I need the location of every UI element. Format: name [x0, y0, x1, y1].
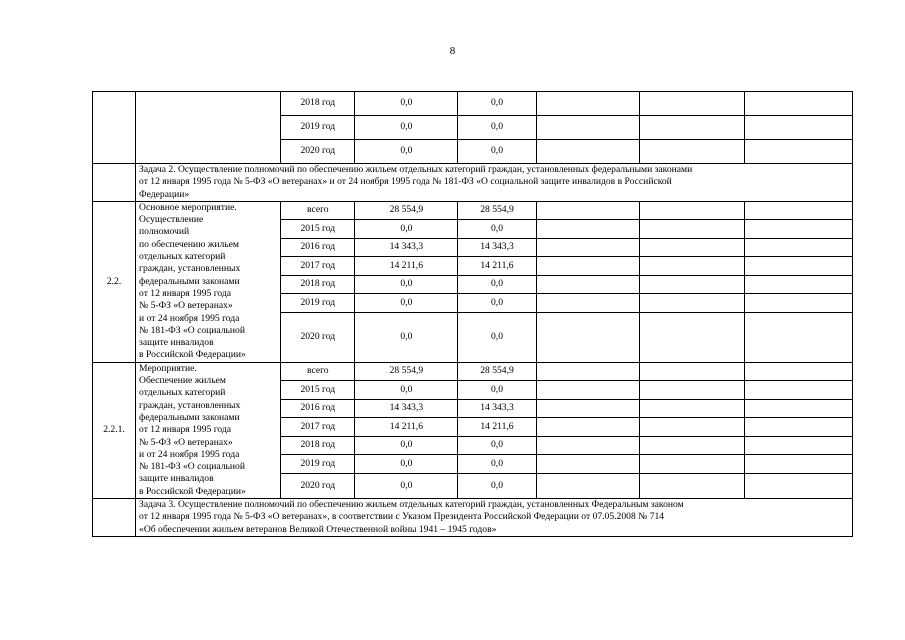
activity-name [136, 201, 281, 362]
year-cell: всего [281, 201, 355, 220]
row-number: 2.2.1. [93, 362, 136, 498]
year-cell: 2016 год [281, 399, 355, 418]
empty-cell [536, 312, 639, 362]
value-cell: 0,0 [458, 294, 536, 313]
task-line: «Об обеспечении жильем ветеранов Великой Отечественной войны 1941 – 1945 годов» [139, 523, 497, 535]
year-cell: всего [281, 362, 355, 381]
value-cell: 28 554,9 [355, 201, 458, 220]
name-line: № 5-ФЗ «О ветеранах» [139, 436, 233, 448]
cell-num [93, 92, 136, 164]
name-line: от 12 января 1995 года [139, 287, 232, 299]
value-cell: 28 554,9 [458, 201, 536, 220]
year-cell: 2015 год [281, 381, 355, 400]
empty-cell [536, 381, 639, 400]
name-line: Мероприятие. [139, 362, 197, 374]
name-line: по обеспечению жильем [139, 238, 240, 250]
year-cell: 2020 год [281, 473, 355, 498]
year-cell: 2017 год [281, 257, 355, 276]
value-cell: 0,0 [458, 473, 536, 498]
value-cell: 0,0 [458, 140, 536, 164]
value-cell: 0,0 [458, 116, 536, 140]
name-line: отдельных категорий [139, 251, 226, 263]
empty-cell [639, 381, 744, 400]
cell-num [93, 164, 136, 202]
empty-cell [536, 418, 639, 437]
name-line: федеральными законами [139, 411, 240, 423]
value-cell: 0,0 [355, 436, 458, 455]
name-line: в Российской Федерации» [139, 349, 246, 361]
value-cell: 14 211,6 [355, 418, 458, 437]
name-line: полномочий [139, 226, 190, 238]
value-cell: 0,0 [458, 220, 536, 239]
value-cell: 28 554,9 [458, 362, 536, 381]
table-row [93, 362, 853, 381]
value-cell: 0,0 [355, 473, 458, 498]
empty-cell [744, 238, 852, 257]
year-cell: 2019 год [281, 455, 355, 474]
value-cell: 14 211,6 [458, 418, 536, 437]
table-row [93, 201, 853, 220]
empty-cell [744, 399, 852, 418]
empty-cell [536, 362, 639, 381]
empty-cell [639, 294, 744, 313]
name-line: Основное мероприятие. [139, 201, 237, 213]
task-line: от 12 января 1995 года № 5-ФЗ «О ветеранах» и от 24 ноября 1995 года № 181-ФЗ «О социальной защите инвалидов в Российской [139, 176, 672, 188]
name-line: и от 24 ноября 1995 года [139, 448, 240, 460]
empty-cell [639, 312, 744, 362]
value-cell: 14 343,3 [355, 238, 458, 257]
value-cell: 0,0 [355, 312, 458, 362]
cell-name [136, 92, 281, 164]
empty-cell [536, 257, 639, 276]
name-line: граждан, установленных [139, 263, 241, 275]
name-line: в Российской Федерации» [139, 485, 246, 497]
task-row [93, 164, 853, 202]
value-cell: 0,0 [355, 381, 458, 400]
value-cell: 14 211,6 [458, 257, 536, 276]
name-line: отдельных категорий [139, 387, 226, 399]
task-line: Задача 2. Осуществление полномочий по обеспечению жильем отдельных категорий граждан, установленных федеральными законами [139, 164, 693, 175]
empty-cell [744, 116, 852, 140]
empty-cell [536, 436, 639, 455]
empty-cell [536, 294, 639, 313]
year-cell: 2019 год [281, 294, 355, 313]
name-line: № 5-ФЗ «О ветеранах» [139, 300, 233, 312]
year-cell: 2018 год [281, 436, 355, 455]
value-cell: 14 343,3 [458, 399, 536, 418]
table-row [93, 92, 853, 116]
value-cell: 14 343,3 [458, 238, 536, 257]
empty-cell [639, 455, 744, 474]
empty-cell [536, 238, 639, 257]
name-line: Обеспечение жильем [139, 375, 226, 387]
value-cell: 0,0 [458, 92, 536, 116]
empty-cell [744, 220, 852, 239]
value-cell: 0,0 [355, 140, 458, 164]
value-cell: 0,0 [355, 294, 458, 313]
value-cell: 0,0 [355, 220, 458, 239]
value-cell: 0,0 [355, 275, 458, 294]
empty-cell [536, 220, 639, 239]
name-line: № 181-ФЗ «О социальной [139, 461, 245, 473]
empty-cell [536, 201, 639, 220]
empty-cell [536, 140, 639, 164]
empty-cell [744, 275, 852, 294]
empty-cell [744, 455, 852, 474]
year-cell: 2017 год [281, 418, 355, 437]
year-cell: 2019 год [281, 116, 355, 140]
value-cell: 0,0 [458, 381, 536, 400]
name-line: № 181-ФЗ «О социальной [139, 324, 245, 336]
value-cell: 28 554,9 [355, 362, 458, 381]
task-line: Задача 3. Осуществление полномочий по обеспечению жильем отдельных категорий граждан, установленных Федеральным законом [139, 499, 684, 511]
value-cell: 14 343,3 [355, 399, 458, 418]
empty-cell [639, 436, 744, 455]
empty-cell [639, 257, 744, 276]
year-cell: 2015 год [281, 220, 355, 239]
empty-cell [536, 473, 639, 498]
year-cell: 2020 год [281, 140, 355, 164]
year-cell: 2018 год [281, 92, 355, 116]
empty-cell [744, 312, 852, 362]
name-line: граждан, установленных [139, 399, 241, 411]
row-number: 2.2. [93, 201, 136, 362]
year-cell: 2016 год [281, 238, 355, 257]
value-cell: 0,0 [458, 436, 536, 455]
value-cell: 0,0 [355, 455, 458, 474]
empty-cell [536, 399, 639, 418]
value-cell: 0,0 [458, 455, 536, 474]
empty-cell [744, 381, 852, 400]
empty-cell [639, 275, 744, 294]
year-cell: 2018 год [281, 275, 355, 294]
empty-cell [536, 275, 639, 294]
empty-cell [639, 92, 744, 116]
empty-cell [639, 116, 744, 140]
empty-cell [744, 436, 852, 455]
activity-name [136, 362, 281, 498]
name-line: защите инвалидов [139, 473, 214, 485]
value-cell: 0,0 [458, 275, 536, 294]
empty-cell [744, 201, 852, 220]
year-cell: 2020 год [281, 312, 355, 362]
task-line: от 12 января 1995 года № 5-ФЗ «О ветеранах», в соответствии с Указом Президента Российской Федерации от 07.05.2008 № 714 [139, 511, 665, 523]
empty-cell [744, 294, 852, 313]
empty-cell [744, 418, 852, 437]
task-row [93, 499, 853, 537]
value-cell: 14 211,6 [355, 257, 458, 276]
empty-cell [639, 418, 744, 437]
empty-cell [744, 473, 852, 498]
empty-cell [639, 362, 744, 381]
empty-cell [639, 140, 744, 164]
program-table [92, 91, 853, 537]
empty-cell [639, 399, 744, 418]
value-cell: 0,0 [355, 92, 458, 116]
empty-cell [744, 362, 852, 381]
value-cell: 0,0 [355, 116, 458, 140]
empty-cell [639, 201, 744, 220]
empty-cell [744, 140, 852, 164]
task-line: Федерации» [139, 188, 190, 200]
empty-cell [744, 257, 852, 276]
empty-cell [744, 92, 852, 116]
task-2-heading [136, 164, 853, 202]
cell-num [93, 499, 136, 537]
empty-cell [536, 92, 639, 116]
name-line: федеральными законами [139, 275, 240, 287]
name-line: Осуществление [139, 214, 204, 226]
page-number: 8 [449, 45, 456, 57]
empty-cell [536, 455, 639, 474]
name-line: защите инвалидов [139, 337, 214, 349]
empty-cell [639, 238, 744, 257]
empty-cell [639, 220, 744, 239]
empty-cell [639, 473, 744, 498]
name-line: от 12 января 1995 года [139, 424, 232, 436]
task-3-heading [136, 499, 853, 537]
value-cell: 0,0 [458, 312, 536, 362]
empty-cell [536, 116, 639, 140]
name-line: и от 24 ноября 1995 года [139, 312, 240, 324]
